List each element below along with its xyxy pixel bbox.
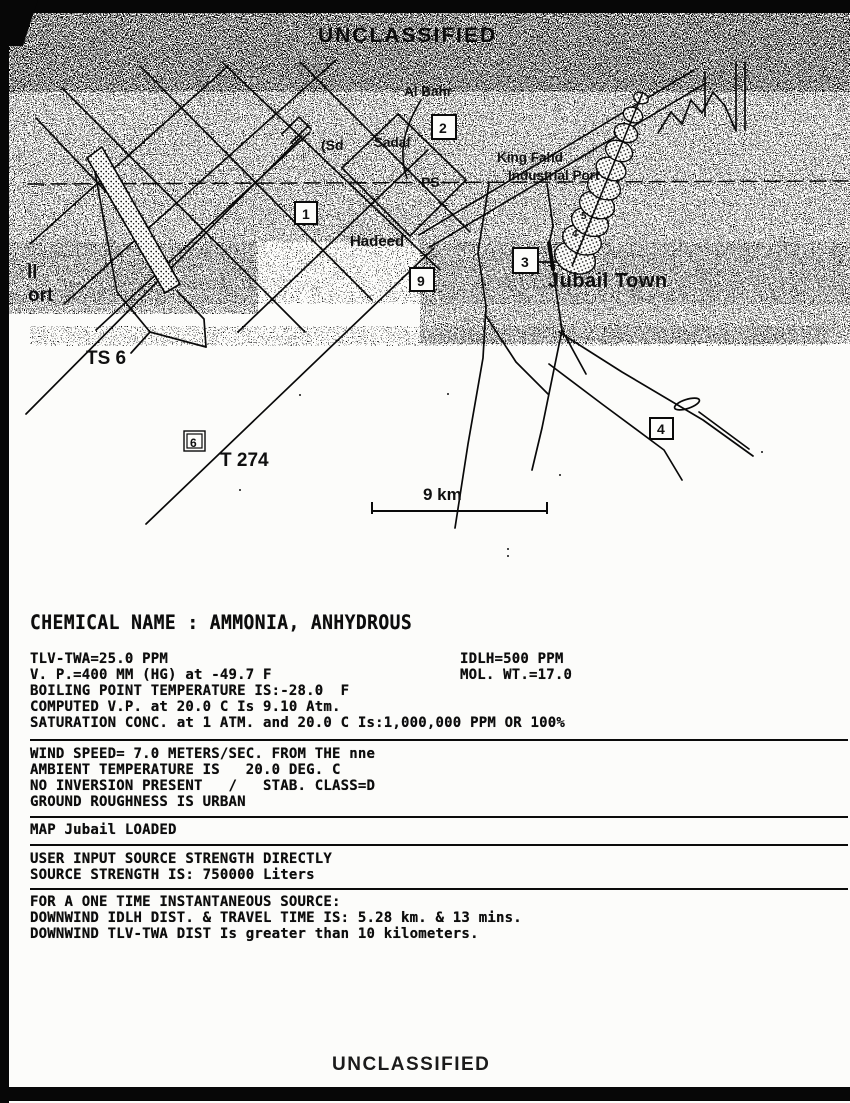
marker-label-1: 1 (302, 206, 310, 222)
label-industrial-port: Industrial Port (508, 168, 600, 183)
marker-box-2 (432, 115, 456, 139)
footer-classification: UNCLASSIFIED (332, 1054, 491, 1075)
marker-label-3: 3 (521, 254, 529, 270)
prop-saturation: SATURATION CONC. at 1 ATM. and 20.0 C Is:1,000,000 PPM OR 100% (30, 715, 565, 731)
plume-mark-5: 5 (581, 211, 587, 222)
scale-bar (372, 485, 547, 514)
marker-label-6: 6 (190, 436, 197, 450)
scan-edge-left (0, 0, 9, 1103)
map-loaded-line: MAP Jubail LOADED (30, 822, 177, 838)
prop-mol-wt: MOL. WT.=17.0 (460, 667, 573, 683)
marker-box-4 (650, 418, 673, 439)
wind-speed-line: WIND SPEED= 7.0 METERS/SEC. FROM THE nne (30, 746, 376, 762)
label-jubail-town: Jubail Town (548, 270, 668, 292)
marker-box-9 (410, 268, 434, 291)
scan-edge-bottom (0, 1087, 850, 1101)
prop-idlh: IDLH=500 PPM (460, 651, 564, 667)
marker-label-4: 4 (657, 421, 665, 437)
label-sadaf: Sadaf (374, 135, 411, 150)
label-hadeed: Hadeed (350, 233, 405, 250)
marker-box-3 (513, 248, 538, 273)
marker-label-9: 9 (417, 273, 425, 289)
label-port-cut-2: ort (28, 285, 54, 306)
section-rule-2 (30, 816, 848, 818)
marker-label-2: 2 (439, 120, 447, 136)
label-t274: T 274 (220, 450, 269, 471)
label-ts6: TS 6 (86, 348, 127, 369)
section-rule-4 (30, 888, 848, 890)
source-method-line: USER INPUT SOURCE STRENGTH DIRECTLY (30, 851, 333, 867)
roughness-line: GROUND ROUGHNESS IS URBAN (30, 794, 246, 810)
chemical-heading: CHEMICAL NAME : AMMONIA, ANHYDROUS (30, 611, 413, 635)
ambient-temp-line: AMBIENT TEMPERATURE IS 20.0 DEG. C (30, 762, 341, 778)
scan-edge-top (0, 0, 850, 13)
section-rule-1 (30, 739, 848, 741)
label-al-bahr: Al Bahr (404, 84, 453, 99)
label-king-fahd: King Fahd (497, 150, 563, 165)
instantaneous-source-line: FOR A ONE TIME INSTANTANEOUS SOURCE: (30, 894, 341, 910)
prop-boiling-point: BOILING POINT TEMPERATURE IS:-28.0 F (30, 683, 350, 699)
idlh-distance-line: DOWNWIND IDLH DIST. & TRAVEL TIME IS: 5.28 km. & 13 mins. (30, 910, 522, 926)
scale-label: 9 km (423, 485, 462, 504)
label-sd: (Sd (321, 137, 344, 153)
section-rule-3 (30, 844, 848, 846)
prop-computed-vp: COMPUTED V.P. at 20.0 C Is 9.10 Atm. (30, 699, 341, 715)
prop-vp: V. P.=400 MM (HG) at -49.7 F (30, 667, 272, 683)
marker-box-6 (184, 431, 205, 451)
source-strength-line: SOURCE STRENGTH IS: 750000 Liters (30, 867, 315, 883)
prop-tlv: TLV-TWA=25.0 PPM (30, 651, 169, 667)
label-ps: PS (421, 174, 440, 190)
tlv-distance-line: DOWNWIND TLV-TWA DIST Is greater than 10 kilometers. (30, 926, 479, 942)
label-port-cut-1: ll (27, 262, 38, 283)
inversion-line: NO INVERSION PRESENT / STAB. CLASS=D (30, 778, 376, 794)
marker-box-1 (295, 202, 317, 224)
plume-mark-4: 4 (572, 229, 578, 240)
